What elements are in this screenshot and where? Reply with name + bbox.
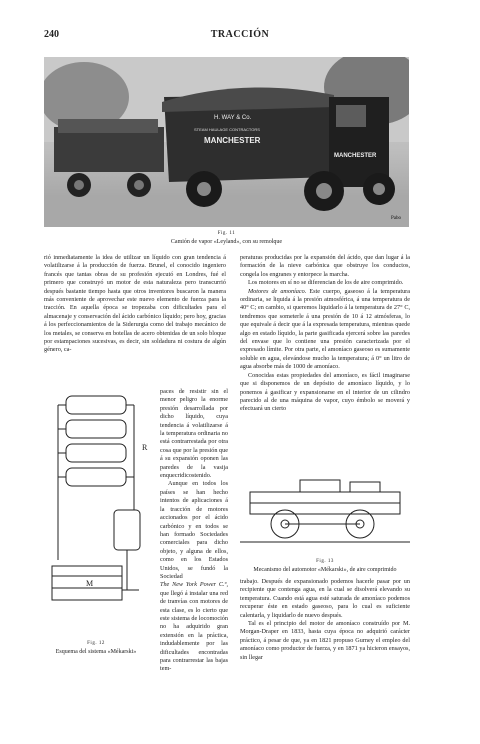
- schematic-marker-r: R: [142, 443, 148, 452]
- ammonia-motors-heading: Motores de amoníaco.: [248, 287, 307, 295]
- mekarski-schematic-drawing: [44, 390, 156, 630]
- truck-text-city: MANCHESTER: [204, 136, 261, 145]
- figure-11-caption: [44, 230, 409, 246]
- mekarski-mechanism: [240, 472, 410, 554]
- mekarski-mechanism-drawing: [240, 472, 410, 554]
- right-paragraph-5: trabajo. Después de expansionado podemos hacerle pasar por un recipiente que contenga agua, en la cual se disolverá elevando su temperatura. Cuando está agua esté saturada de amoníaco podemos recuperar éste en estado gaseoso, para lo cual es suficiente calentarla, y liquidarlo de nuevo después.: [240, 578, 410, 619]
- left-column-paragraph-1: [44, 254, 226, 355]
- truck-text-owner: H. WAY & Co.: [214, 115, 252, 121]
- figure-12-caption: [40, 640, 152, 656]
- figure-13-caption-text: Mecanismo del automotor «Mékarski», de aire comprimido: [253, 567, 397, 573]
- right-column-top: [240, 254, 410, 414]
- right-paragraph-2: Los motores en sí no se diferencian de los de aire comprimido.: [248, 279, 404, 287]
- right-paragraph-6: Tal es el principio del motor de amoníaco construído por M. Morgan-Draper en 1833, hasta cuya época no adquirió carácter práctico, á pesar de que, ya en 1821 propuso Gurney el empleo del amoníaco como productor de fuerza, y en 1871 ya hicieron ensayos, sin llegar: [240, 620, 410, 661]
- cab-text-city: MANCHESTER: [334, 153, 377, 159]
- right-paragraph-3: [240, 288, 410, 372]
- schematic-marker-m: M: [86, 579, 94, 588]
- right-paragraph-4: Conocidas estas propiedades del amoníaco, es fácil imaginarse que si disponemos de un depósito de amoníaco líquido, y lo ponemos á gasificar y expansionarse en el interior de un cilindro parecido al de una máquina de vapor, cuyo émbolo se moverá y efectuará un cierto: [240, 371, 410, 413]
- mekarski-schematic: [44, 390, 156, 630]
- figure-13-label: Fig. 13: [316, 559, 334, 564]
- figure-11-label: Fig. 11: [217, 231, 236, 236]
- figure-12-caption-text: Esquema del sistema «Mékarski»: [55, 649, 137, 655]
- truck-lettering: [44, 57, 409, 227]
- figure-11-caption-text: Camión de vapor «Leyland», con su remolque: [170, 239, 283, 245]
- left-paragraph-1: rió inmediatamente la idea de utilizar un líquido con gran tendencia á volatilizarse á la producción de fuerza. Brunel, el conocido ingeniero francés que tantas obras de su profesión ejecutó en Londres, fué el primero que construyó un motor de esta naturaleza pero transcurrió después bastante tiempo hasta que otros inventores buscaron la manera más conveniente de aprovechar este nuevo elemento de fuerza para la tracción. En aquella época se tropezaba con dificultades para el almacenaje y conservación del ácido carbónico líquido; pero hoy, gracias á los perfeccionamientos de la Siderurgia como del trabajo mecánico de los metales, se conserva en botellas de acero obtenidas de un solo bloque por estampaciones sucesivas, es decir, sin soldadura ni costura de algún género, ca-: [44, 254, 226, 354]
- left-wrap-paragraph-3-text: , que llegó á instalar una red de tranvías con motores de esta clase, es lo cierto que este sistema de locomoción no ha adquirido gran extensión en la práctica, indudablemente por las dificultades encontradas para contrarrestar las bajas tem-: [160, 581, 228, 673]
- left-column-wrap-text: [160, 388, 228, 674]
- figure-13-caption: [240, 558, 410, 574]
- figure-12-label: Fig. 12: [87, 641, 105, 646]
- society-name: The New York Power C.º: [160, 581, 227, 589]
- page-number: 240: [44, 29, 59, 40]
- left-wrap-paragraph-2: Aunque en todos los países se han hecho intentos de aplicaciones á la tracción de motores accionados por el ácido carbónico y en todos se han formado Sociedades comerciales para dicho objeto, y alguna de ellos, como en los Estados Unidos, se fundó la Sociedad: [160, 480, 228, 580]
- right-column-bottom: [240, 578, 410, 662]
- steam-truck-photo: [44, 57, 409, 227]
- right-paragraph-1: peraturas producidas por la expansión del ácido, que dan lugar á la formación de la nieve carbónica que obstruye los conductos, congela los engranes y entorpece la marcha.: [240, 254, 410, 278]
- truck-text-contractors: STEAM HAULAGE CONTRACTORS: [194, 127, 260, 132]
- right-paragraph-3-text: Este cuerpo, gaseoso á la temperatura ordinaria, se liquida á la presión atmosférica, á una temperatura de 40° C; en cambio, si queremos liquidarlo á la temperatura de 27° C, tendremos que someterle á una presión de 10 á 12 atmósferas, lo que equivale á decir que á la expresada temperatura, mientras quede algo en estado líquido, la parte gasificada ejercerá sobre las paredes del envase que lo contiene una presión caracterizada por el expresado límite. Por otra parte, el amoníaco gaseoso es sumamente soluble en agua, elevándose mucho la temperatura; á 0° un litro de agua absorbe más de 1000 de amoníaco.: [240, 287, 410, 371]
- left-wrap-paragraph-3: [160, 581, 228, 673]
- left-wrap-paragraph-1: paces de resistir sin el menor peligro la enorme presión desarrollada por dicho líquido, cuya tendencia á volatilizarse á la temperatura ordinaria no está contrarrestada por otra cosa que por la presión que á su expansión oponen las paredes de la vasija enquecridicostenido.: [160, 388, 228, 480]
- running-head: TRACCIÓN: [210, 29, 270, 40]
- photo-credit: Pabo: [391, 216, 401, 221]
